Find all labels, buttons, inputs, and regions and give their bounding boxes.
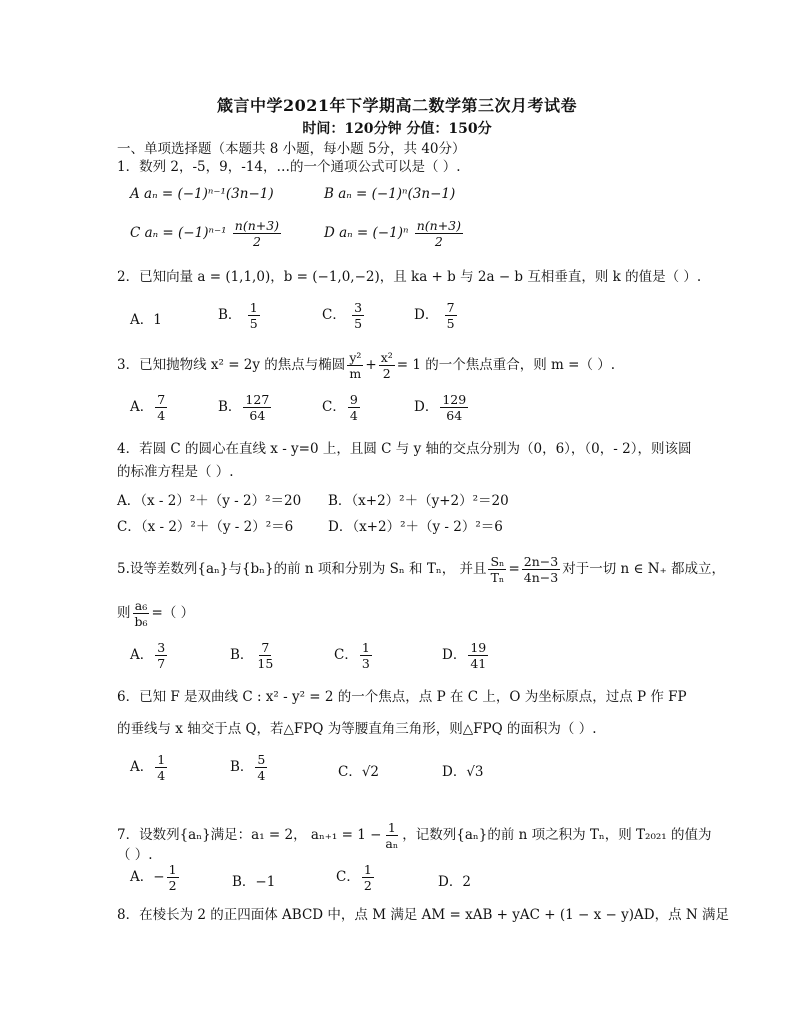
q6-a-denominator: 4: [157, 768, 166, 783]
q6-option-d: D．√3: [442, 764, 484, 780]
q5-f1-numerator: Sₙ: [490, 554, 505, 569]
q5-c-numerator: 1: [361, 640, 370, 655]
q7-a-numerator: 1: [168, 862, 177, 877]
q7-f-numerator: 1: [387, 820, 396, 835]
q5-option-b: [230, 640, 277, 671]
q1-option-d-prefix: D aₙ = (−1)ⁿ: [324, 225, 409, 241]
q5-then-fraction: [133, 598, 150, 629]
q5-b-fraction: [255, 640, 275, 671]
q3-f2-numerator: x²: [380, 350, 393, 365]
q3-d-denominator: 64: [446, 408, 463, 423]
q5-then-suffix: =（ ）: [151, 605, 195, 621]
q7-stem-line2: （ ）.: [117, 847, 153, 863]
section-heading: 一、单项选择题（本题共 8 小题，每小题 5分，共 40分）: [117, 141, 466, 157]
q7-option-d: D．2: [438, 874, 471, 890]
q1-stem: 1．数列 2，-5，9，-14，…的一个通项公式可以是（ ）.: [117, 159, 461, 175]
q5-b-denominator: 15: [257, 656, 274, 671]
q4-option-d: D．（x+2）²＋（y - 2）²＝6: [328, 519, 503, 535]
q5-stem-part1: 5.设等差数列{aₙ}与{bₙ}的前 n 项和分别为 Sₙ 和 Tₙ， 并且: [117, 561, 487, 577]
q5-d-prefix: D．: [442, 647, 467, 663]
q2-option-a: A．1: [130, 312, 162, 328]
q3-option-d: [414, 392, 470, 423]
q1-option-b: B aₙ = (−1)ⁿ(3n−1): [324, 186, 456, 202]
q6-stem-line2: 的垂线与 x 轴交于点 Q，若△FPQ 为等腰直角三角形，则△FPQ 的面积为（ ）.: [117, 721, 597, 737]
q3-f1-numerator: y²: [349, 350, 362, 365]
q3-option-c: [322, 392, 362, 423]
q2-b-fraction: [248, 300, 260, 331]
q7-option-b: B．−1: [232, 874, 276, 890]
q2-c-numerator: 3: [354, 300, 363, 315]
q2-c-fraction: [352, 300, 364, 331]
q6-b-fraction: [255, 752, 267, 783]
q3-option-a: [130, 392, 169, 423]
q5-stem: [117, 554, 725, 585]
q6-b-denominator: 4: [257, 768, 266, 783]
q6-option-c: C．√2: [338, 764, 380, 780]
q5-f2-numerator: 2n−3: [523, 554, 559, 569]
q1-d-denominator: 2: [434, 234, 443, 249]
q6-b-numerator: 5: [257, 752, 266, 767]
q3-a-denominator: 4: [157, 408, 166, 423]
q3-d-fraction: [440, 392, 468, 423]
q2-d-fraction: [445, 300, 457, 331]
q5-d-numerator: 19: [470, 640, 487, 655]
q3-c-numerator: 9: [349, 392, 358, 407]
q4-stem-line1: 4．若圆 C 的圆心在直线 x - y=0 上，且圆 C 与 y 轴的交点分别为（0，6），（0，- 2），则该圆: [117, 441, 692, 457]
q5-c-fraction: [360, 640, 372, 671]
q3-a-fraction: [155, 392, 167, 423]
q2-b-prefix: B．: [218, 307, 242, 323]
q1-c-numerator: n(n+3): [234, 218, 280, 233]
q5-fraction-st: [488, 554, 506, 585]
q7-a-prefix: A．−: [130, 869, 165, 885]
q3-f1-denominator: m: [349, 366, 362, 381]
q5-a-prefix: A．: [130, 647, 154, 663]
q5-c-prefix: C．: [334, 647, 358, 663]
q5-then-numerator: a₆: [134, 598, 148, 613]
q2-d-numerator: 7: [446, 300, 455, 315]
q6-a-numerator: 1: [157, 752, 166, 767]
q1-option-c-fraction: [233, 218, 281, 249]
q5-a-fraction: [155, 640, 167, 671]
q5-equals: =: [508, 561, 520, 577]
q5-option-d: [442, 640, 490, 671]
q5-d-denominator: 41: [470, 656, 487, 671]
q2-c-prefix: C．: [322, 307, 346, 323]
q3-stem-part2: = 1 的一个焦点重合，则 m =（ ）.: [396, 357, 616, 373]
q4-option-b: B．（x+2）²＋（y+2）²＝20: [328, 493, 509, 509]
q5-d-fraction: [468, 640, 488, 671]
q3-b-fraction: [243, 392, 271, 423]
q6-option-a: [130, 752, 169, 783]
q3-d-numerator: 129: [442, 392, 467, 407]
q5-b-numerator: 7: [261, 640, 270, 655]
q3-c-fraction: [348, 392, 360, 423]
q7-option-a: [130, 862, 181, 893]
q7-a-denominator: 2: [168, 878, 177, 893]
q6-a-fraction: [155, 752, 167, 783]
q3-stem: [117, 350, 615, 381]
q6-option-b: [230, 752, 269, 783]
q7-c-numerator: 1: [363, 862, 372, 877]
q7-stem: [117, 820, 712, 851]
q5-a-denominator: 7: [157, 656, 166, 671]
q5-f2-denominator: 4n−3: [523, 570, 559, 585]
q2-option-b: [218, 300, 262, 331]
q2-b-numerator: 1: [249, 300, 258, 315]
q2-d-denominator: 5: [446, 316, 455, 331]
q5-f1-denominator: Tₙ: [490, 570, 505, 585]
q3-b-numerator: 127: [245, 392, 270, 407]
q5-a-numerator: 3: [157, 640, 166, 655]
q6-a-prefix: A．: [130, 759, 154, 775]
q2-d-prefix: D．: [414, 307, 439, 323]
q4-option-c: C．（x - 2）²＋（y - 2）²＝6: [117, 519, 294, 535]
q3-fraction-x: [379, 350, 395, 381]
q6-stem-line1: 6．已知 F 是双曲线 C : x² - y² = 2 的一个焦点，点 P 在 C 上，O 为坐标原点，过点 P 作 FP: [117, 689, 687, 705]
q5-c-denominator: 3: [361, 656, 370, 671]
q4-stem-line2: 的标准方程是（ ）.: [117, 464, 234, 480]
q3-stem-part1: 3．已知抛物线 x² = 2y 的焦点与椭圆: [117, 357, 346, 373]
q7-c-denominator: 2: [363, 878, 372, 893]
q1-option-a: A aₙ = (−1)ⁿ⁻¹(3n−1): [130, 186, 274, 202]
q3-plus: +: [365, 357, 377, 373]
q5-fraction-n: [522, 554, 560, 585]
q8-stem: 8．在棱长为 2 的正四面体 ABCD 中，点 M 满足 AM = xAB + yAC + (1 − x − y)AD，点 N 满足: [117, 907, 729, 923]
exam-subtitle: 时间：120分钟 分值：150分: [302, 121, 492, 137]
q2-c-denominator: 5: [354, 316, 363, 331]
q3-a-prefix: A．: [130, 399, 154, 415]
q7-fraction: [383, 820, 400, 851]
q3-d-prefix: D．: [414, 399, 439, 415]
q5-option-a: [130, 640, 169, 671]
q3-c-denominator: 4: [349, 408, 358, 423]
q5-then-denominator: b₆: [134, 614, 148, 629]
q7-c-prefix: C．: [336, 869, 360, 885]
q3-a-numerator: 7: [157, 392, 166, 407]
q1-option-d-fraction: [415, 218, 463, 249]
q4-option-a: A．（x - 2）²＋（y - 2）²＝20: [117, 493, 302, 509]
q6-b-prefix: B．: [230, 759, 254, 775]
q1-c-denominator: 2: [252, 234, 261, 249]
q2-b-denominator: 5: [249, 316, 258, 331]
q3-b-prefix: B．: [218, 399, 242, 415]
q7-f-denominator: aₙ: [385, 836, 399, 851]
q5-stem-part2: 对于一切 n ∈ N₊ 都成立，: [562, 561, 726, 577]
q3-c-prefix: C．: [322, 399, 346, 415]
q3-b-denominator: 64: [249, 408, 266, 423]
q1-option-c-prefix: C aₙ = (−1)ⁿ⁻¹: [130, 225, 227, 241]
q1-option-d: [324, 218, 465, 249]
q2-option-d: [414, 300, 459, 331]
q7-a-fraction: [167, 862, 179, 893]
q1-option-c: [130, 218, 283, 249]
q7-stem-part2: ，记数列{aₙ}的前 n 项之积为 Tₙ，则 T₂₀₂₁ 的值为: [402, 827, 712, 843]
exam-title: 箴言中学2021年下学期高二数学第三次月考试卷: [216, 96, 578, 115]
q7-stem-part1: 7．设数列{aₙ}满足：a₁ = 2， aₙ₊₁ = 1 −: [117, 827, 382, 843]
q5-option-c: [334, 640, 374, 671]
q7-option-c: [336, 862, 376, 893]
q3-f2-denominator: 2: [382, 366, 391, 381]
q7-c-fraction: [362, 862, 374, 893]
q5-question: [117, 598, 194, 629]
q2-stem: 2．已知向量 a = (1,1,0)，b = (−1,0,−2)，且 ka + b 与 2a − b 互相垂直，则 k 的值是（ ）.: [117, 269, 702, 285]
q5-b-prefix: B．: [230, 647, 254, 663]
q3-fraction-y: [347, 350, 363, 381]
q3-option-b: [218, 392, 273, 423]
q5-then-prefix: 则: [117, 605, 131, 621]
q2-option-c: [322, 300, 366, 331]
q1-d-numerator: n(n+3): [416, 218, 462, 233]
